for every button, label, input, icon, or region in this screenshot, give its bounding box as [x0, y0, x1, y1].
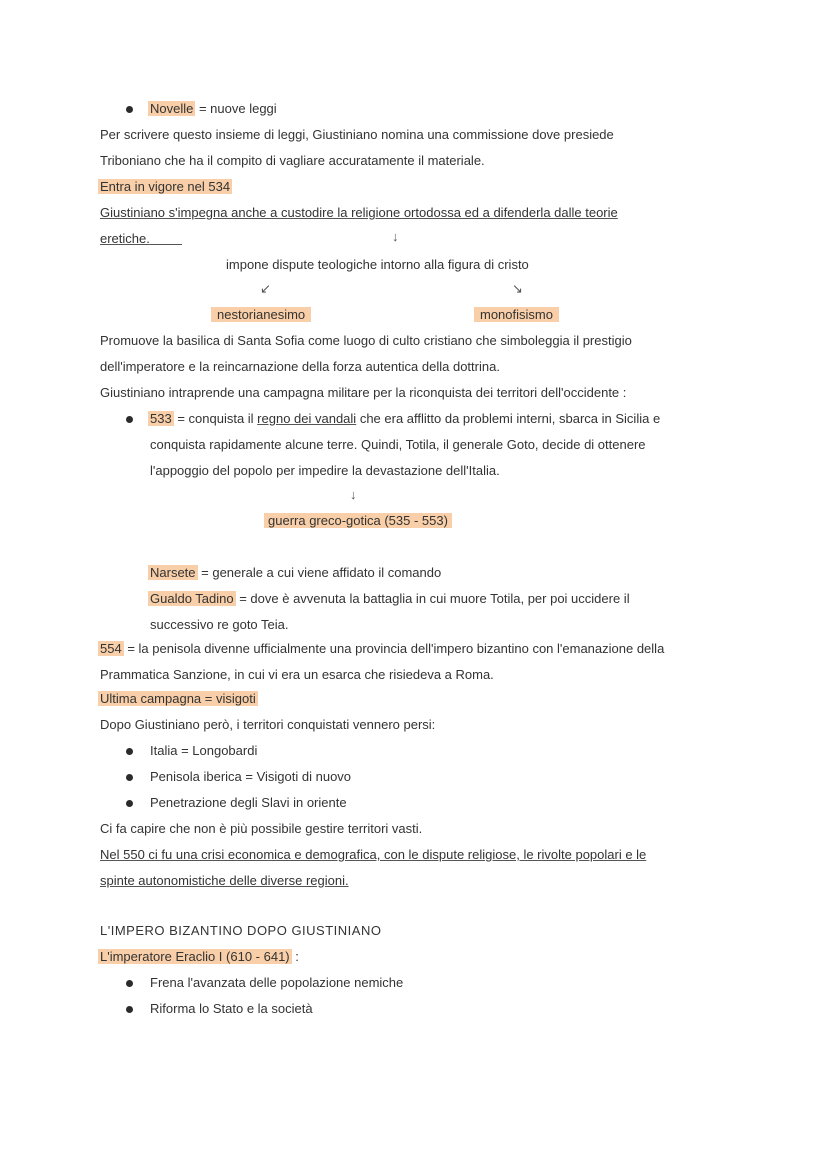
y533-line-3: l'appoggio del popolo per impedire la devastazione dell'Italia.	[150, 463, 500, 478]
y554-line-2: Prammatica Sanzione, in cui vi era un esarca che risiedeva a Roma.	[100, 667, 494, 682]
narsete-definition: = generale a cui viene affidato il comando	[197, 565, 442, 580]
eraclio-colon: :	[291, 949, 299, 964]
section-title: L'IMPERO BIZANTINO DOPO GIUSTINIANO	[100, 923, 382, 938]
bullet-icon	[126, 106, 133, 113]
novelle-line	[148, 100, 277, 118]
bullet-icon	[126, 416, 133, 423]
underline-extension	[150, 244, 182, 245]
eraclio-item: Frena l'avanzata delle popolazione nemiche	[150, 975, 404, 990]
y533-year: 533	[150, 411, 172, 426]
sofia-line-2: dell'imperatore e la reincarnazione della forza autentica della dottrina.	[100, 359, 500, 374]
orthodoxy-line-1: Giustiniano s'impegna anche a custodire la religione ortodossa ed a difenderla dalle teorie	[100, 205, 618, 220]
war-label: guerra greco-gotica (535 - 553)	[264, 513, 452, 528]
nestorianesimo-label: nestorianesimo	[211, 307, 311, 322]
orthodoxy-text-2: eretiche.	[100, 231, 150, 246]
y554-line-1	[98, 640, 664, 658]
bullet-icon	[126, 1006, 133, 1013]
monofisismo-box	[474, 306, 559, 324]
disputes-text: impone dispute teologiche intorno alla figura di cristo	[226, 257, 529, 272]
last-campaign-line	[98, 690, 258, 708]
eraclio-item: Riforma lo Stato e la società	[150, 1001, 313, 1016]
last-campaign-highlight: Ultima campagna = visigoti	[100, 691, 256, 706]
lost-item: Penisola iberica = Visigoti di nuovo	[150, 769, 352, 784]
narsete-term: Narsete	[150, 565, 196, 580]
novelle-definition: = nuove leggi	[195, 101, 277, 116]
arrow-right-icon: ↘	[512, 281, 523, 296]
campaign-line: Giustiniano intraprende una campagna militare per la riconquista dei territori dell'occidente :	[100, 385, 627, 400]
crisis-line-2: spinte autonomistiche delle diverse regioni.	[100, 873, 349, 888]
bullet-icon	[126, 980, 133, 987]
in-force-line	[98, 178, 232, 196]
y533-line-2: conquista rapidamente alcune terre. Quindi, Totila, il generale Goto, decide di ottenere	[150, 437, 646, 452]
conclusion-line: Ci fa capire che non è più possibile gestire territori vasti.	[100, 821, 423, 836]
after-intro: Dopo Giustiniano però, i territori conquistati vennero persi:	[100, 717, 436, 732]
eraclio-highlight: L'imperatore Eraclio I (610 - 641)	[100, 949, 290, 964]
arrow-down-icon: ↓	[392, 229, 399, 244]
in-force-highlight: Entra in vigore nel 534	[100, 179, 231, 194]
monofisismo-label: monofisismo	[474, 307, 559, 322]
y554-year: 554	[100, 641, 122, 656]
bullet-icon	[126, 748, 133, 755]
nestorianesimo-box	[211, 306, 311, 324]
war-box	[264, 512, 452, 530]
gualdo-line-2: successivo re goto Teia.	[150, 617, 289, 632]
bullet-icon	[126, 774, 133, 781]
commission-line-1: Per scrivere questo insieme di leggi, Giustiniano nomina una commissione dove presiede	[100, 127, 614, 142]
gualdo-definition: = dove è avvenuta la battaglia in cui muore Totila, per poi uccidere il	[235, 591, 630, 606]
arrow-left-icon: ↙	[260, 281, 271, 296]
gualdo-line-1	[148, 590, 630, 608]
gualdo-term: Gualdo Tadino	[150, 591, 234, 606]
bullet-icon	[126, 800, 133, 807]
y533-text-a: = conquista il	[173, 411, 258, 426]
crisis-line-1: Nel 550 ci fu una crisi economica e demografica, con le dispute religiose, le rivolte popolari e le	[100, 847, 647, 862]
vandali-underlined: regno dei vandali	[257, 411, 357, 426]
y554-definition: = la penisola divenne ufficialmente una provincia dell'impero bizantino con l'emanazione della	[123, 641, 665, 656]
eraclio-line	[98, 948, 299, 966]
lost-item: Penetrazione degli Slavi in oriente	[150, 795, 347, 810]
novelle-term: Novelle	[150, 101, 194, 116]
arrow-down-icon: ↓	[350, 487, 357, 502]
y533-line-1	[148, 410, 660, 428]
orthodoxy-line-2	[100, 230, 150, 248]
commission-line-2: Triboniano che ha il compito di vagliare accuratamente il materiale.	[100, 153, 485, 168]
narsete-line	[148, 564, 441, 582]
sofia-line-1: Promuove la basilica di Santa Sofia come luogo di culto cristiano che simboleggia il prestigio	[100, 333, 632, 348]
y533-text-b: che era afflitto da problemi interni, sbarca in Sicilia e	[356, 411, 661, 426]
lost-item: Italia = Longobardi	[150, 743, 258, 758]
